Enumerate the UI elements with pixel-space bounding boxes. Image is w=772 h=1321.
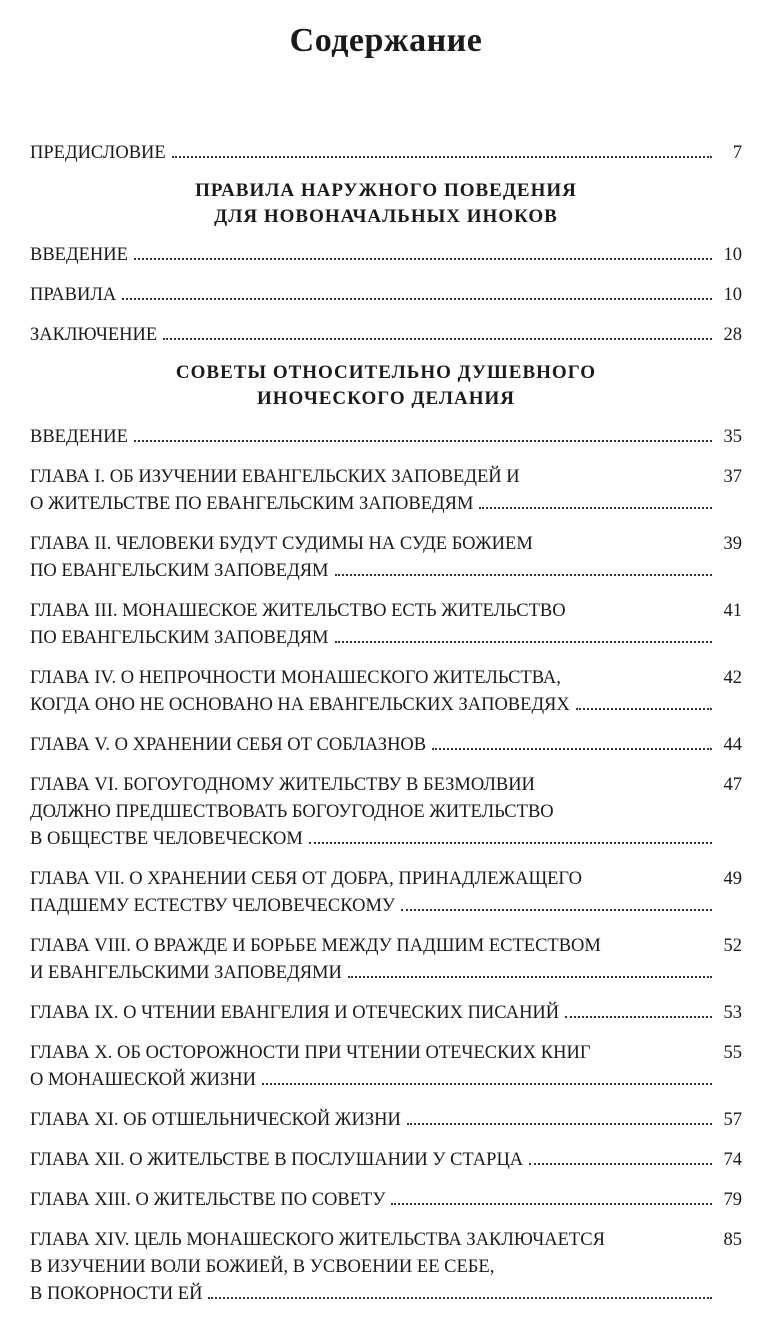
toc-entry-text: ГЛАВА XII. О ЖИТЕЛЬСТВЕ В ПОСЛУШАНИИ У СТАРЦА (30, 1150, 524, 1170)
dot-leader (479, 506, 712, 509)
toc-entry[interactable] (30, 464, 742, 518)
page-number: 55 (723, 1043, 742, 1063)
toc-entry[interactable] (30, 1147, 742, 1174)
table-of-contents (30, 140, 742, 1321)
toc-entry-line (30, 732, 718, 759)
toc-entry[interactable] (30, 772, 742, 853)
toc-entry-line (30, 464, 718, 491)
page-number: 28 (723, 325, 742, 345)
page-number: 42 (723, 668, 742, 688)
page-number: 85 (723, 1230, 742, 1250)
toc-entry-line (30, 531, 718, 558)
toc-entry-text: О МОНАШЕСКОЙ ЖИЗНИ (30, 1070, 256, 1090)
toc-entry-line (30, 322, 718, 349)
toc-entry-title (30, 933, 718, 987)
toc-entry-line (30, 665, 718, 692)
dot-leader (208, 1296, 712, 1299)
toc-entry-line (30, 866, 718, 893)
toc-entry-line (30, 1000, 718, 1027)
toc-entry-text: КОГДА ОНО НЕ ОСНОВАНО НА ЕВАНГЕЛЬСКИХ ЗАПОВЕДЯХ (30, 695, 570, 715)
toc-entry-line (30, 242, 718, 269)
toc-entry-title (30, 772, 718, 853)
page-number: 49 (723, 869, 742, 889)
toc-entry-title (30, 282, 718, 309)
toc-entry-text: ГЛАВА II. ЧЕЛОВЕКИ БУДУТ СУДИМЫ НА СУДЕ БОЖИЕМ (30, 534, 533, 554)
toc-entry-title (30, 665, 718, 719)
toc-entry-line (30, 826, 718, 853)
toc-entry-title (30, 866, 718, 920)
toc-entry[interactable] (30, 1107, 742, 1134)
page-number: 57 (723, 1110, 742, 1130)
toc-entry[interactable] (30, 140, 742, 167)
toc-entry[interactable] (30, 531, 742, 585)
toc-entry[interactable] (30, 1040, 742, 1094)
toc-entry-text: ПРЕДИСЛОВИЕ (30, 143, 166, 163)
toc-entry-title (30, 464, 718, 518)
toc-entry-text: ВВЕДЕНИЕ (30, 427, 128, 447)
toc-entry-text: ПАДШЕМУ ЕСТЕСТВУ ЧЕЛОВЕЧЕСКОМУ (30, 896, 395, 916)
toc-entry[interactable] (30, 424, 742, 451)
section-heading-line: ДЛЯ НОВОНАЧАЛЬНЫХ ИНОКОВ (214, 206, 558, 227)
toc-entry-text: ГЛАВА XI. ОБ ОТШЕЛЬНИЧЕСКОЙ ЖИЗНИ (30, 1110, 401, 1130)
section-heading (30, 360, 742, 412)
toc-entry[interactable] (30, 1187, 742, 1214)
dot-leader (529, 1162, 712, 1165)
dot-leader (134, 439, 712, 442)
toc-entry-title (30, 1147, 718, 1174)
toc-entry-line (30, 1067, 718, 1094)
page-number: 47 (723, 775, 742, 795)
page-number: 53 (723, 1003, 742, 1023)
toc-entry[interactable] (30, 242, 742, 269)
dot-leader (401, 908, 712, 911)
toc-entry-title (30, 1040, 718, 1094)
dot-leader (407, 1122, 712, 1125)
toc-entry-text: И ЕВАНГЕЛЬСКИМИ ЗАПОВЕДЯМИ (30, 963, 342, 983)
toc-entry-line (30, 140, 718, 167)
toc-entry-line (30, 1187, 718, 1214)
page-title: Содержание (289, 22, 483, 59)
toc-entry-text: ГЛАВА XIV. ЦЕЛЬ МОНАШЕСКОГО ЖИТЕЛЬСТВА ЗАКЛЮЧАЕТСЯ (30, 1230, 605, 1250)
toc-entry[interactable] (30, 1000, 742, 1027)
toc-entry-text: ГЛАВА V. О ХРАНЕНИИ СЕБЯ ОТ СОБЛАЗНОВ (30, 735, 427, 755)
toc-entry-title (30, 242, 718, 269)
dot-leader (134, 257, 712, 260)
toc-entry[interactable] (30, 665, 742, 719)
toc-entry-line (30, 799, 718, 826)
page-number: 35 (723, 427, 742, 447)
toc-entry-text: В ИЗУЧЕНИИ ВОЛИ БОЖИЕЙ, В УСВОЕНИИ ЕЕ СЕБЕ, (30, 1257, 495, 1277)
toc-entry-line (30, 692, 718, 719)
page-number: 44 (723, 735, 742, 755)
toc-entry[interactable] (30, 282, 742, 309)
dot-leader (335, 640, 712, 643)
dot-leader (565, 1015, 712, 1018)
dot-leader (391, 1202, 712, 1205)
toc-entry-text: ГЛАВА XIII. О ЖИТЕЛЬСТВЕ ПО СОВЕТУ (30, 1190, 386, 1210)
toc-entry-text: ЗАКЛЮЧЕНИЕ (30, 325, 158, 345)
page-number: 79 (723, 1190, 742, 1210)
toc-entry[interactable] (30, 732, 742, 759)
toc-entry-line (30, 933, 718, 960)
dot-leader (262, 1082, 712, 1085)
toc-entry-line (30, 1281, 718, 1308)
toc-entry-text: ГЛАВА VIII. О ВРАЖДЕ И БОРЬБЕ МЕЖДУ ПАДШИМ ЕСТЕСТВОМ (30, 936, 601, 956)
page-number: 37 (723, 467, 742, 487)
page-number: 10 (723, 245, 742, 265)
dot-leader (163, 337, 712, 340)
toc-entry-title (30, 140, 718, 167)
toc-entry-line (30, 1227, 718, 1254)
dot-leader (172, 155, 712, 158)
page-number: 39 (723, 534, 742, 554)
toc-entry-text: ПО ЕВАНГЕЛЬСКИМ ЗАПОВЕДЯМ (30, 561, 329, 581)
toc-entry-text: ДОЛЖНО ПРЕДШЕСТВОВАТЬ БОГОУГОДНОЕ ЖИТЕЛЬСТВО (30, 802, 554, 822)
toc-entry[interactable] (30, 933, 742, 987)
toc-entry-line (30, 598, 718, 625)
toc-entry-title (30, 322, 718, 349)
toc-entry-text: ГЛАВА VII. О ХРАНЕНИИ СЕБЯ ОТ ДОБРА, ПРИНАДЛЕЖАЩЕГО (30, 869, 583, 889)
toc-entry-text: ГЛАВА IX. О ЧТЕНИИ ЕВАНГЕЛИЯ И ОТЕЧЕСКИХ ПИСАНИЙ (30, 1003, 560, 1023)
toc-entry-line (30, 772, 718, 799)
section-heading-line: СОВЕТЫ ОТНОСИТЕЛЬНО ДУШЕВНОГО (175, 362, 597, 383)
toc-entry-line (30, 625, 718, 652)
dot-leader (348, 975, 712, 978)
dot-leader (335, 573, 712, 576)
toc-entry-text: ГЛАВА VI. БОГОУГОДНОМУ ЖИТЕЛЬСТВУ В БЕЗМОЛВИИ (30, 775, 535, 795)
dot-leader (432, 747, 712, 750)
toc-entry-title (30, 531, 718, 585)
toc-entry-text: ПРАВИЛА (30, 285, 117, 305)
toc-entry[interactable] (30, 866, 742, 920)
toc-entry-title (30, 1227, 718, 1308)
toc-entry-line (30, 282, 718, 309)
section-heading-line: ПРАВИЛА НАРУЖНОГО ПОВЕДЕНИЯ (195, 180, 577, 201)
toc-entry-text: ГЛАВА IV. О НЕПРОЧНОСТИ МОНАШЕСКОГО ЖИТЕЛЬСТВА, (30, 668, 561, 688)
toc-entry-line (30, 491, 718, 518)
toc-entry-title (30, 1107, 718, 1134)
dot-leader (122, 297, 712, 300)
toc-entry-line (30, 1147, 718, 1174)
toc-entry-text: ВВЕДЕНИЕ (30, 245, 128, 265)
section-heading (30, 178, 742, 230)
page-number: 41 (723, 601, 742, 621)
toc-entry-text: В ОБЩЕСТВЕ ЧЕЛОВЕЧЕСКОМ (30, 829, 303, 849)
toc-entry-line (30, 1040, 718, 1067)
page-number: 74 (723, 1150, 742, 1170)
toc-entry-text: О ЖИТЕЛЬСТВЕ ПО ЕВАНГЕЛЬСКИМ ЗАПОВЕДЯМ (30, 494, 474, 514)
page-number: 52 (723, 936, 742, 956)
toc-entry-text: В ПОКОРНОСТИ ЕЙ (30, 1284, 203, 1304)
section-heading-line: ИНОЧЕСКОГО ДЕЛАНИЯ (256, 388, 516, 409)
toc-entry-title (30, 1000, 718, 1027)
dot-leader (309, 841, 712, 844)
toc-entry-text: ГЛАВА III. МОНАШЕСКОЕ ЖИТЕЛЬСТВО ЕСТЬ ЖИТЕЛЬСТВО (30, 601, 566, 621)
toc-entry-title (30, 1187, 718, 1214)
page-number: 10 (723, 285, 742, 305)
toc-entry-line (30, 960, 718, 987)
toc-entry[interactable] (30, 322, 742, 349)
toc-entry[interactable] (30, 598, 742, 652)
toc-entry-line (30, 558, 718, 585)
toc-entry-text: ГЛАВА I. ОБ ИЗУЧЕНИИ ЕВАНГЕЛЬСКИХ ЗАПОВЕДЕЙ И (30, 467, 520, 487)
toc-entry-text: ПО ЕВАНГЕЛЬСКИМ ЗАПОВЕДЯМ (30, 628, 329, 648)
page-number: 7 (732, 143, 742, 163)
toc-entry-line (30, 893, 718, 920)
toc-entry-title (30, 732, 718, 759)
toc-entry[interactable] (30, 1227, 742, 1308)
dot-leader (576, 707, 712, 710)
toc-entry-line (30, 1107, 718, 1134)
toc-entry-title (30, 598, 718, 652)
toc-entry-text: ГЛАВА X. ОБ ОСТОРОЖНОСТИ ПРИ ЧТЕНИИ ОТЕЧЕСКИХ КНИГ (30, 1043, 591, 1063)
toc-entry-title (30, 424, 718, 451)
toc-entry-line (30, 1254, 718, 1281)
toc-entry-line (30, 424, 718, 451)
